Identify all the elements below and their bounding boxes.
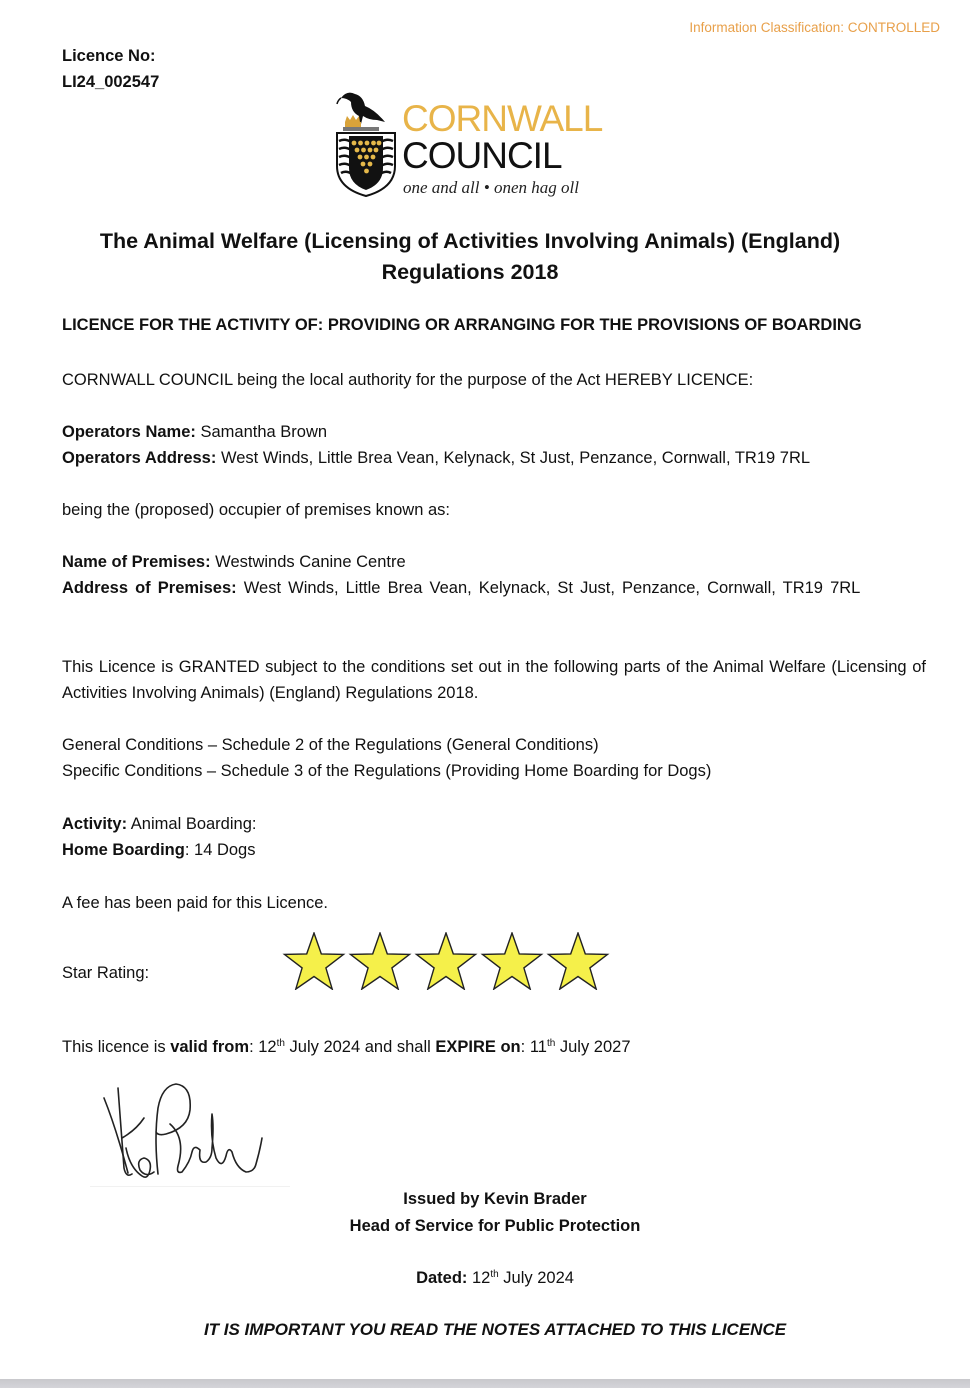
dated-suffix: th [490, 1269, 499, 1280]
validity-colon-1: : [249, 1038, 259, 1056]
logo-council-text: COUNCIL [402, 135, 562, 176]
operator-name-row [62, 419, 926, 445]
operator-name-label: Operators Name: [62, 423, 196, 441]
premises-address-label: Address of Premises: [62, 579, 237, 597]
conditions-list [62, 732, 926, 784]
cornwall-crest-icon [333, 86, 399, 198]
activity-label: Activity: [62, 815, 128, 833]
granted-text: This Licence is GRANTED subject to the conditions set out in the following parts of the Animal Welfare (Licensing of Activities Involving Animals) (England) Regulations 2018. [62, 658, 926, 702]
premises-name-row [62, 549, 926, 575]
home-boarding-value: : 14 Dogs [184, 841, 256, 859]
expire-day: 11 [529, 1038, 547, 1056]
title-line-2: Regulations 2018 [381, 260, 559, 284]
expire-suffix: th [546, 1038, 556, 1049]
occupier-text: being the (proposed) occupier of premises known as: [62, 501, 450, 519]
important-notice: IT IS IMPORTANT YOU READ THE NOTES ATTACHED TO THIS LICENCE [203, 1320, 787, 1339]
star-icon [546, 932, 610, 990]
valid-from-suffix: th [276, 1038, 285, 1049]
star-icon [414, 932, 478, 990]
premises-name-value: Westwinds Canine Centre [215, 553, 406, 571]
information-classification: Information Classification: CONTROLLED [689, 20, 940, 35]
expire-rest: July 2027 [555, 1038, 631, 1056]
expire-label: EXPIRE on [435, 1038, 521, 1056]
dated-line [0, 1265, 970, 1292]
activity-value: Animal Boarding: [130, 815, 257, 833]
premises-name-label: Name of Premises: [62, 553, 211, 571]
expire-date [530, 1038, 631, 1056]
dated-day: 12 [467, 1269, 491, 1287]
premises-details [62, 549, 926, 601]
page-bottom-edge [0, 1379, 970, 1388]
issued-by: Issued by Kevin Brader [403, 1190, 587, 1208]
premises-address-value: West Winds, Little Brea Vean, Kelynack, St Just, Penzance, Cornwall, TR19 7RL [243, 579, 861, 597]
document-title [30, 226, 910, 288]
star-icon [348, 932, 412, 990]
licence-number-block [62, 43, 159, 95]
validity-text [62, 1034, 926, 1060]
valid-from-rest: July 2024 and shall [284, 1038, 436, 1056]
operator-address-row [62, 445, 926, 471]
star-icon [480, 932, 544, 990]
home-boarding-label: Home Boarding [62, 841, 185, 859]
title-line-1: The Animal Welfare (Licensing of Activities Involving Animals) (England) [99, 229, 841, 253]
operator-address-label: Operators Address: [62, 449, 217, 467]
valid-from-date [258, 1038, 435, 1056]
activity-heading: LICENCE FOR THE ACTIVITY OF: PROVIDING OR ARRANGING FOR THE PROVISIONS OF BOARDING [62, 316, 862, 334]
activity-row [62, 811, 926, 837]
operator-address-value: West Winds, Little Brea Vean, Kelynack, St Just, Penzance, Cornwall, TR19 7RL [220, 449, 811, 467]
operator-name-value: Samantha Brown [200, 423, 328, 441]
licence-no-label: Licence No: [62, 47, 156, 65]
signature-image [96, 1078, 296, 1188]
validity-colon-2: : [520, 1038, 530, 1056]
condition-general: General Conditions – Schedule 2 of the Regulations (General Conditions) [62, 736, 599, 754]
star-icon [282, 932, 346, 990]
issuer-role: Head of Service for Public Protection [349, 1217, 641, 1235]
validity-prefix: This licence is [62, 1038, 171, 1056]
fee-text: A fee has been paid for this Licence. [62, 894, 329, 912]
valid-from-label: valid from [170, 1038, 250, 1056]
operator-details [62, 419, 926, 471]
dated-rest: July 2024 [498, 1269, 574, 1287]
condition-specific: Specific Conditions – Schedule 3 of the Regulations (Providing Home Boarding for Dogs) [62, 762, 712, 780]
valid-from-day: 12 [258, 1038, 277, 1056]
dated-label: Dated: [416, 1269, 468, 1287]
intro-text: CORNWALL COUNCIL being the local authority for the purpose of the Act HEREBY LICENCE: [62, 371, 754, 389]
premises-address-row [62, 575, 928, 601]
activity-details [62, 811, 926, 863]
logo-motto: one and all • onen hag oll [403, 178, 579, 197]
home-boarding-row [62, 837, 926, 863]
licence-no-value: LI24_002547 [62, 73, 160, 91]
issuer-block [0, 1186, 970, 1240]
logo-cornwall-text: CORNWALL [402, 98, 603, 139]
star-rating [282, 932, 610, 990]
star-rating-label: Star Rating: [62, 964, 150, 982]
